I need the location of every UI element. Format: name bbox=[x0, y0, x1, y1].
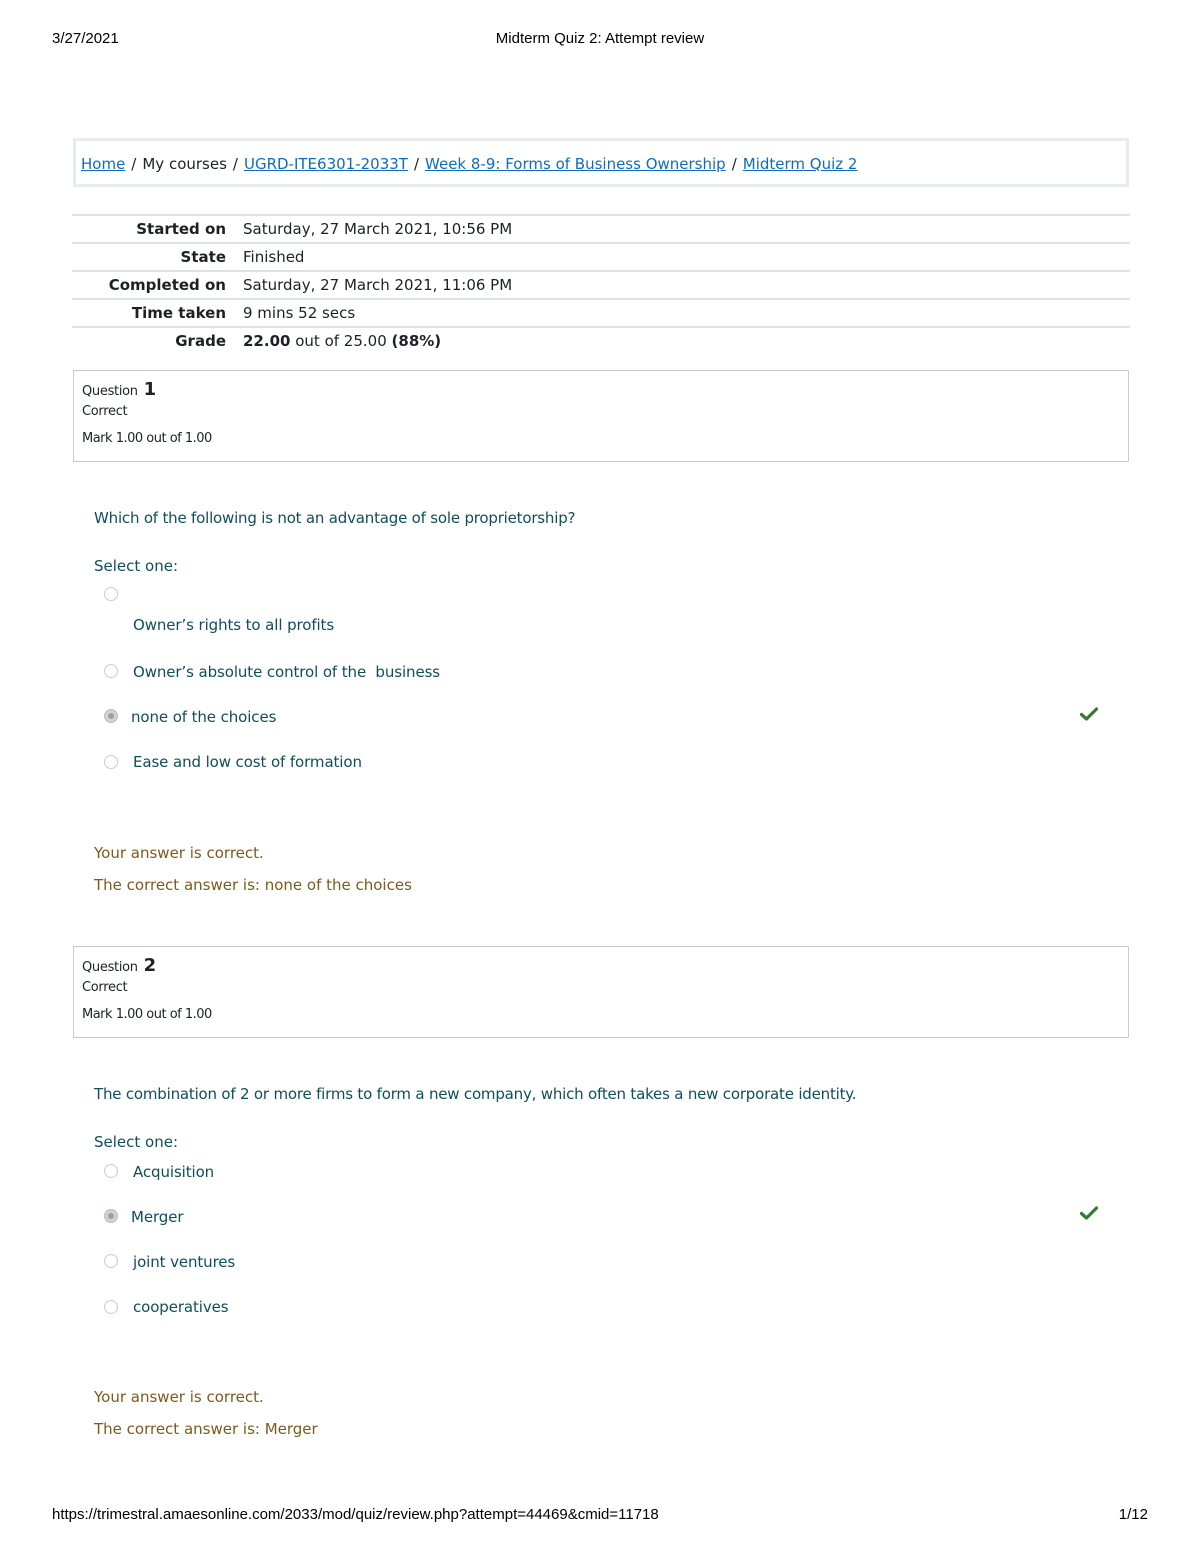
question-label: Question bbox=[82, 384, 138, 399]
question-text: The combination of 2 or more firms to form a new company, which often takes a new corporate identity. bbox=[94, 1085, 857, 1103]
question-state: Correct bbox=[82, 404, 128, 419]
answer-feedback: Your answer is correct. bbox=[94, 1388, 264, 1406]
breadcrumb-separator: / bbox=[131, 155, 137, 173]
breadcrumb-quiz-link[interactable]: Midterm Quiz 2 bbox=[742, 155, 858, 173]
answer-option-label[interactable]: cooperatives bbox=[133, 1298, 229, 1316]
breadcrumb-my-courses: My courses bbox=[142, 155, 227, 173]
summary-row-completed bbox=[72, 270, 1130, 298]
summary-value: Saturday, 27 March 2021, 11:06 PM bbox=[243, 276, 513, 294]
breadcrumb-separator: / bbox=[232, 155, 238, 173]
answer-radio[interactable] bbox=[104, 755, 118, 769]
answer-option-label[interactable]: Acquisition bbox=[133, 1163, 215, 1181]
question-info-box bbox=[73, 946, 1129, 1038]
grade-score: 22.00 bbox=[243, 332, 291, 350]
answer-option-label[interactable]: Ease and low cost of formation bbox=[133, 753, 362, 771]
summary-value: 9 mins 52 secs bbox=[243, 304, 356, 322]
answer-radio[interactable] bbox=[104, 587, 118, 601]
breadcrumb-course-link[interactable]: UGRD-ITE6301-2033T bbox=[243, 155, 408, 173]
grade-out-of: out of 25.00 bbox=[295, 332, 387, 350]
summary-value: Finished bbox=[243, 248, 305, 266]
question-text: Which of the following is not an advantage of sole proprietorship? bbox=[94, 509, 576, 527]
print-page-number: 1/12 bbox=[1118, 1506, 1148, 1523]
question-number bbox=[82, 955, 1128, 976]
question-label: Question bbox=[82, 960, 138, 975]
summary-value: Saturday, 27 March 2021, 10:56 PM bbox=[243, 220, 513, 238]
question-mark: Mark 1.00 out of 1.00 bbox=[82, 431, 212, 446]
correct-check-icon bbox=[1080, 707, 1098, 721]
question-mark: Mark 1.00 out of 1.00 bbox=[82, 1007, 212, 1022]
answer-option-label[interactable]: Owner’s rights to all profits bbox=[133, 616, 335, 634]
grade-percent: (88%) bbox=[391, 332, 442, 350]
question-state: Correct bbox=[82, 980, 128, 995]
summary-label: Grade bbox=[175, 332, 226, 350]
print-title: Midterm Quiz 2: Attempt review bbox=[495, 30, 705, 47]
print-url: https://trimestral.amaesonline.com/2033/mod/quiz/review.php?attempt=44469&cmid=11718 bbox=[52, 1506, 659, 1523]
summary-row-state bbox=[72, 242, 1130, 270]
answer-option-label[interactable]: none of the choices bbox=[131, 708, 277, 726]
breadcrumb bbox=[73, 138, 1129, 187]
answer-option-label[interactable]: joint ventures bbox=[133, 1253, 236, 1271]
answer-radio[interactable] bbox=[104, 1254, 118, 1268]
breadcrumb-separator: / bbox=[731, 155, 737, 173]
print-footer bbox=[0, 1506, 1200, 1526]
select-one-label: Select one: bbox=[94, 557, 179, 575]
correct-answer-text: The correct answer is: none of the choices bbox=[94, 876, 412, 894]
answer-feedback: Your answer is correct. bbox=[94, 844, 264, 862]
breadcrumb-week-link[interactable]: Week 8-9: Forms of Business Ownership bbox=[425, 155, 726, 173]
answer-option-label[interactable]: Owner’s absolute control of the business bbox=[133, 663, 441, 681]
answer-radio-selected[interactable] bbox=[104, 1209, 118, 1223]
correct-check-icon bbox=[1080, 1206, 1098, 1220]
correct-answer-text: The correct answer is: Merger bbox=[94, 1420, 318, 1438]
answer-radio[interactable] bbox=[104, 664, 118, 678]
summary-label: Time taken bbox=[131, 304, 226, 322]
summary-label: Started on bbox=[136, 220, 226, 238]
summary-row-started bbox=[72, 214, 1130, 242]
select-one-label: Select one: bbox=[94, 1133, 179, 1151]
print-header bbox=[0, 30, 1200, 50]
answer-option-label[interactable]: Merger bbox=[131, 1208, 184, 1226]
question-info-box bbox=[73, 370, 1129, 462]
question-number-value: 1 bbox=[143, 379, 156, 400]
answer-radio[interactable] bbox=[104, 1300, 118, 1314]
summary-row-time-taken bbox=[72, 298, 1130, 326]
attempt-summary-table bbox=[72, 214, 1130, 354]
print-date: 3/27/2021 bbox=[52, 30, 119, 47]
answer-radio-selected[interactable] bbox=[104, 709, 118, 723]
breadcrumb-home-link[interactable]: Home bbox=[81, 155, 126, 173]
summary-label: Completed on bbox=[108, 276, 226, 294]
summary-label: State bbox=[180, 248, 226, 266]
question-number-value: 2 bbox=[143, 955, 156, 976]
answer-radio[interactable] bbox=[104, 1164, 118, 1178]
grade-value bbox=[226, 332, 441, 350]
breadcrumb-separator: / bbox=[413, 155, 420, 173]
summary-row-grade bbox=[72, 326, 1130, 354]
question-number bbox=[82, 379, 1128, 400]
